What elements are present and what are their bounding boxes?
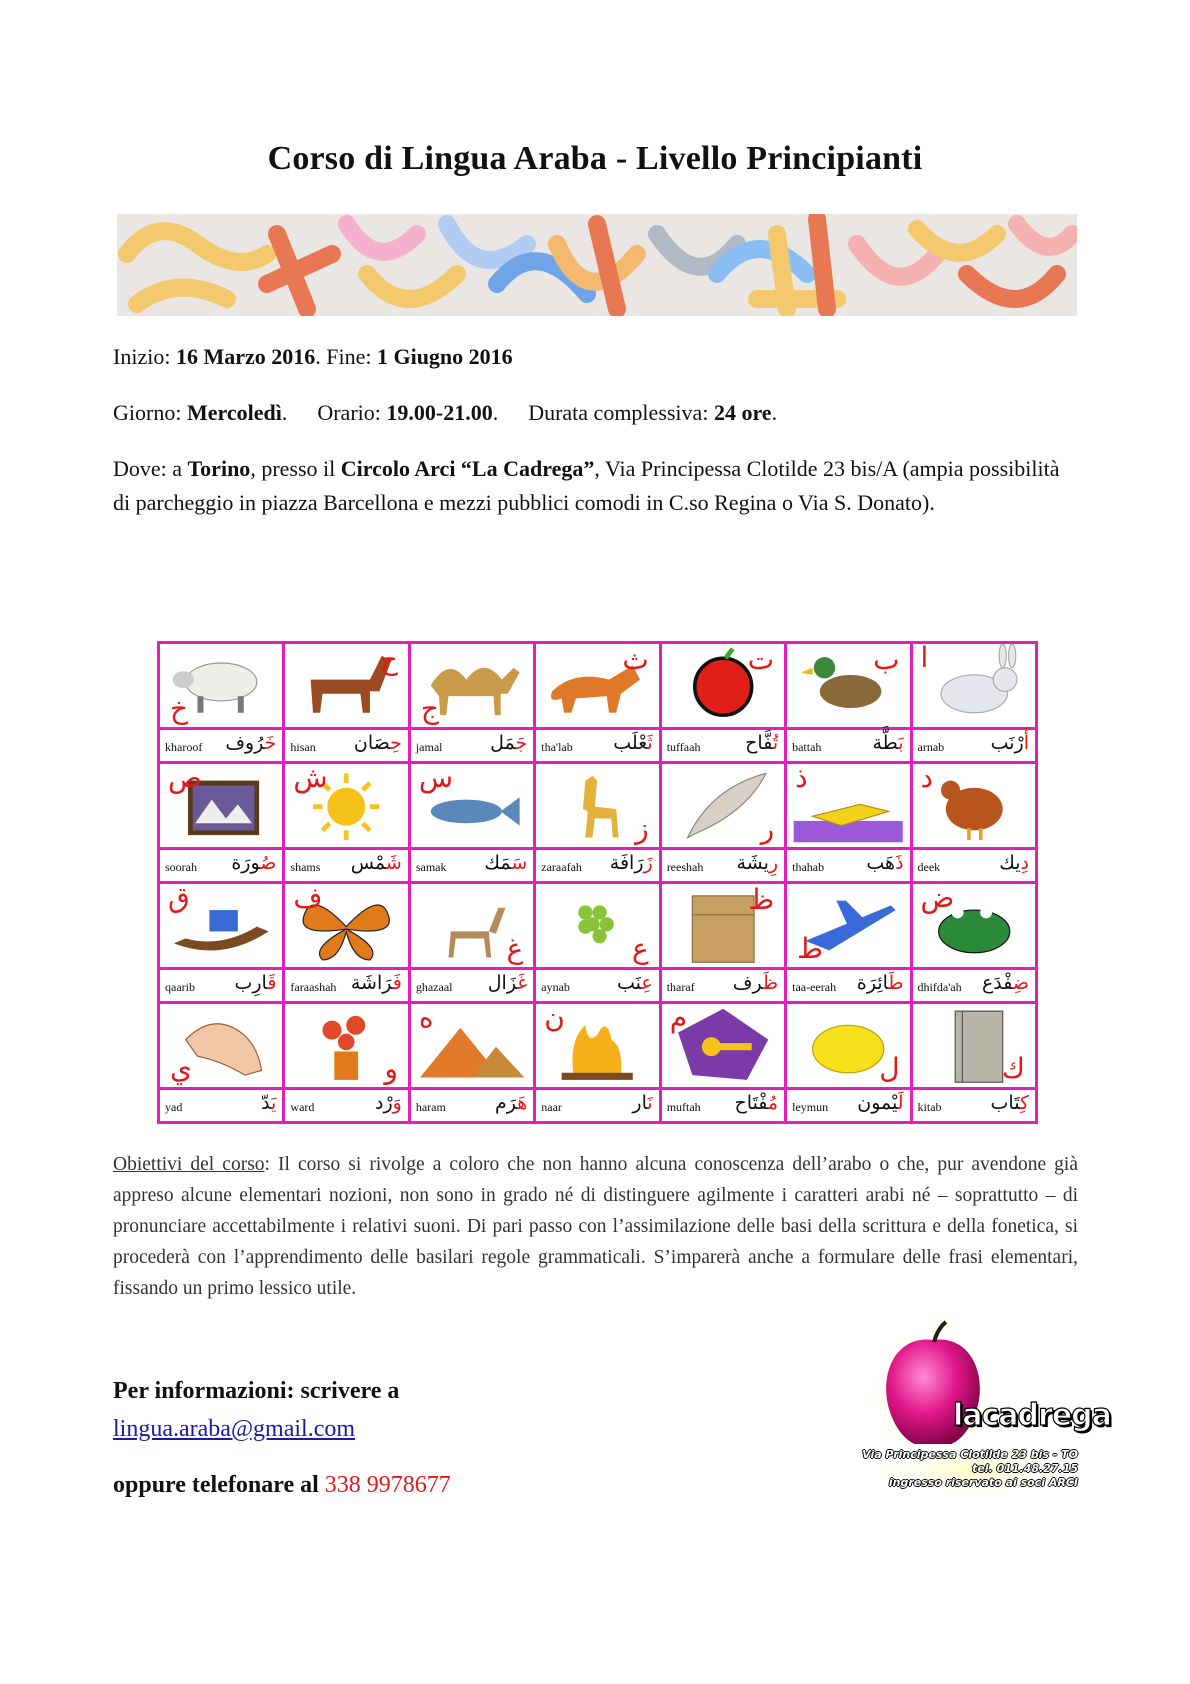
arabic-letter: ل — [879, 1052, 900, 1085]
arabic-word-rest: دّ — [261, 1092, 272, 1114]
arabic-word-initial: ضِ — [1012, 972, 1029, 994]
alphabet-word-cell — [786, 849, 911, 883]
arabic-word-initial: يَ — [271, 1092, 277, 1114]
arabic-word-rest: رف — [732, 972, 763, 994]
alphabet-picture-cell — [535, 883, 660, 969]
arabic-letter: ذ — [795, 761, 808, 794]
transliteration: thahab — [792, 860, 825, 874]
alphabet-word-cell — [284, 849, 409, 883]
arabic-word — [617, 972, 653, 994]
alphabet-picture-cell — [911, 1003, 1036, 1089]
transliteration: muftah — [666, 1100, 701, 1114]
transliteration: leymun — [792, 1100, 829, 1114]
arabic-word-initial: هَ — [517, 1092, 528, 1114]
course-objectives — [113, 1149, 1078, 1304]
alphabet-picture-cell — [786, 1003, 911, 1089]
alphabet-picture-cell — [535, 763, 660, 849]
alphabet-picture-cell — [660, 643, 785, 729]
transliteration: kharoof — [165, 740, 203, 754]
page-title: Corso di Lingua Araba - Livello Principianti — [267, 140, 923, 177]
transliteration: ghazaal — [415, 980, 453, 994]
where-city: Torino — [187, 456, 251, 481]
alphabet-word-cell — [535, 969, 660, 1003]
arabic-word-rest: فْدَع — [981, 972, 1013, 994]
course-location — [113, 452, 1073, 520]
alphabet-word-cell — [786, 1089, 911, 1123]
arabic-word — [261, 1092, 276, 1114]
arabic-word — [999, 852, 1029, 874]
alphabet-picture-cell — [911, 883, 1036, 969]
arabic-letter: ا — [920, 641, 929, 674]
arabic-word-rest: زَال — [487, 972, 518, 994]
arabic-word-initial: ثَ — [647, 732, 653, 754]
alphabet-word-cell — [409, 1089, 534, 1123]
arabic-word-initial: مُ — [767, 1092, 779, 1114]
arabic-word — [234, 972, 276, 994]
alphabet-picture-cell — [535, 643, 660, 729]
arabic-word-initial: وَ — [392, 1092, 402, 1114]
alphabet-picture-cell — [911, 763, 1036, 849]
arabic-word-rest: يك — [999, 852, 1021, 874]
arabic-letter: ت — [747, 643, 775, 676]
transliteration: tuffaah — [666, 740, 701, 754]
transliteration: taa-eerah — [792, 980, 837, 994]
course-dates — [113, 340, 513, 374]
arabic-word-initial: فَ — [392, 972, 402, 994]
course-schedule — [113, 396, 1093, 430]
arabic-letter: ز — [635, 812, 649, 845]
transliteration: zaraafah — [541, 860, 582, 874]
arabic-word — [735, 1092, 779, 1114]
arabic-word-rest: يْمون — [857, 1092, 898, 1114]
arabic-letter: م — [669, 1001, 688, 1034]
arabic-word — [490, 732, 527, 754]
arabic-word-rest: رَم — [494, 1092, 518, 1114]
transliteration: deek — [917, 860, 941, 874]
arabic-word — [495, 1092, 527, 1114]
arabic-word-rest: رَافَة — [609, 852, 644, 874]
arabic-word-initial: طَ — [888, 972, 904, 994]
arabic-word — [866, 852, 903, 874]
transliteration: faraashah — [290, 980, 337, 994]
alphabet-word-cell — [535, 1089, 660, 1123]
alphabet-picture-cell — [409, 883, 534, 969]
alphabet-picture-cell — [159, 763, 284, 849]
arabic-alphabet-chart — [157, 641, 1038, 1119]
arabic-word — [632, 1092, 652, 1114]
arabic-letter: د — [920, 761, 933, 794]
alphabet-word-cell — [911, 729, 1036, 763]
alphabet-word-cell — [159, 969, 284, 1003]
arabic-word — [991, 732, 1029, 754]
arabic-word — [484, 852, 527, 874]
arabic-word-initial: دِ — [1020, 852, 1029, 874]
arabic-letter: ي — [170, 1052, 192, 1085]
logo-tel: tel. 011.48.27.15 — [972, 1462, 1078, 1475]
arabic-word-initial: سَ — [511, 852, 528, 874]
alphabet-word-cell — [159, 1089, 284, 1123]
arabic-word — [225, 732, 276, 754]
alphabet-word-cell — [660, 1089, 785, 1123]
arabic-word — [745, 732, 778, 754]
transliteration: shams — [290, 860, 321, 874]
arabic-letter: س — [418, 761, 454, 794]
alphabet-picture-cell — [786, 763, 911, 849]
logo-name: lacadrega — [953, 1398, 1111, 1433]
alphabet-word-cell — [284, 969, 409, 1003]
arabic-word-initial: ظَ — [762, 972, 779, 994]
arabic-letters-banner-icon — [117, 214, 1077, 316]
arabic-word — [610, 852, 653, 874]
arabic-word-initial: تُ — [772, 732, 779, 754]
alphabet-picture-cell — [284, 883, 409, 969]
transliteration: tharaf — [666, 980, 695, 994]
duration-value: 24 ore — [713, 400, 772, 425]
arabic-word-rest: ارِب — [234, 972, 268, 994]
alphabet-word-cell — [159, 849, 284, 883]
arabic-word-rest: رْنَب — [990, 732, 1024, 754]
logo-address: Via Principessa Clotilde 23 bis - TO — [862, 1448, 1078, 1461]
start-date: 16 Marzo 2016 — [175, 344, 316, 369]
la-cadrega-logo — [862, 1320, 1111, 1510]
arabic-word — [351, 852, 402, 874]
arabic-word — [231, 852, 276, 874]
arabic-word-initial: كِ — [1019, 1092, 1029, 1114]
alphabet-picture-cell — [159, 1003, 284, 1089]
alphabet-picture-cell — [786, 883, 911, 969]
alphabet-word-cell — [786, 969, 911, 1003]
arabic-word-initial: حِ — [390, 732, 402, 754]
phone-label: oppure telefonare al — [113, 1472, 325, 1498]
alphabet-picture-cell — [786, 643, 911, 729]
alphabet-word-cell — [660, 849, 785, 883]
alphabet-word-cell — [284, 729, 409, 763]
alphabet-picture-cell — [159, 643, 284, 729]
arabic-word-rest: تَاب — [990, 1092, 1020, 1114]
alphabet-picture-cell — [284, 763, 409, 849]
where-rest: , Via Principessa Clotilde 23 bis/A (ampia possibilità di parcheggio in piazza Barcellona e mezzi pubblici comodi in C.so Regina o Via S. Donato). — [113, 456, 1060, 515]
arabic-word — [613, 732, 652, 754]
where-venue: Circolo Arci “La Cadrega” — [340, 456, 595, 481]
arabic-word-initial: بَ — [898, 732, 904, 754]
transliteration: yad — [165, 1100, 183, 1114]
arabic-word-rest: رُوف — [225, 732, 265, 754]
day-value: Mercoledì — [186, 400, 282, 425]
contact-phone — [113, 1472, 451, 1499]
arabic-word-rest: مَل — [490, 732, 516, 754]
arabic-word-rest: ائِرَة — [856, 972, 889, 994]
alphabet-picture-cell — [660, 763, 785, 849]
alphabet-picture-cell — [159, 883, 284, 969]
where-pre-venue: , presso il — [250, 456, 341, 481]
alphabet-word-cell — [911, 849, 1036, 883]
transliteration: haram — [415, 1100, 446, 1114]
objectives-text: : Il corso si rivolge a coloro che non hanno alcuna conoscenza dell’arabo o che, pur avendone già appreso alcune elementari nozioni, non sono in grado né di distinguere agilmente i caratteri arabi né – soprattutto – di pronunciare accettabilmente i relativi suoni. Di pari passo con l’assimilazione delle basi della scrittura e della fonetica, si procederà con l’apprendimento delle basilari regole grammaticali. S’imparerà anche a formulare delle frasi elementari, fissando un primo lessico utile. — [113, 1154, 1078, 1299]
transliteration: dhifda'ah — [917, 980, 962, 994]
arabic-letter: ك — [1001, 1052, 1025, 1085]
arabic-letter: ث — [622, 643, 649, 676]
arabic-word — [375, 1092, 402, 1114]
contact-email-link[interactable]: lingua.araba@gmail.com — [113, 1416, 356, 1442]
arabic-letter: غ — [506, 932, 524, 965]
time-end: . — [492, 400, 499, 425]
arabic-word-rest: ورَة — [231, 852, 261, 874]
alphabet-word-cell — [409, 729, 534, 763]
arabic-word-rest: رَاشَة — [350, 972, 393, 994]
arabic-word-initial: لَ — [897, 1092, 904, 1114]
alphabet-picture-cell — [284, 643, 409, 729]
arabic-letter: ط — [797, 932, 824, 965]
alphabet-picture-cell — [911, 643, 1036, 729]
arabic-letter: ق — [168, 881, 190, 914]
alphabet-grid — [157, 641, 1038, 1124]
arabic-word-initial: نَ — [647, 1092, 653, 1114]
alphabet-picture-cell — [660, 1003, 785, 1089]
day-end: . — [281, 400, 288, 425]
alphabet-picture-cell — [409, 1003, 534, 1089]
transliteration: soorah — [165, 860, 197, 874]
duration-label: Durata complessiva: — [528, 400, 714, 425]
arabic-word-initial: عِ — [641, 972, 653, 994]
alphabet-word-cell — [535, 849, 660, 883]
arabic-word — [733, 972, 778, 994]
arabic-letter: خ — [170, 692, 189, 725]
arabic-word-initial: شَ — [385, 852, 402, 874]
transliteration: battah — [792, 740, 822, 754]
end-date: 1 Giugno 2016 — [376, 344, 513, 369]
arabic-word-rest: عْلَب — [613, 732, 648, 754]
transliteration: reeshah — [666, 860, 704, 874]
arabic-word — [991, 1092, 1029, 1114]
arabic-word-rest: هَب — [866, 852, 896, 874]
arabic-word — [488, 972, 528, 994]
arabic-letter: ب — [873, 643, 900, 676]
objectives-label: Obiettivi del corso — [113, 1154, 265, 1175]
arabic-letter: ج — [420, 692, 439, 725]
arabic-word — [736, 852, 778, 874]
arabic-word-rest: فْتَاح — [734, 1092, 768, 1114]
alphabet-word-cell — [159, 729, 284, 763]
arabic-word — [982, 972, 1029, 994]
alphabet-word-cell — [911, 1089, 1036, 1123]
logo-note: ingresso riservato ai soci ARCI — [888, 1476, 1078, 1489]
phone-number[interactable]: 338 9978677 — [324, 1472, 451, 1498]
transliteration: naar — [541, 1100, 562, 1114]
arabic-word-rest: طَّة — [872, 732, 899, 754]
arabic-letter: ص — [168, 761, 202, 794]
arabic-word-initial: أَ — [1023, 732, 1029, 754]
arabic-letter: ض — [920, 881, 955, 914]
arabic-word-initial: صُ — [260, 852, 277, 874]
where-label: Dove: a — [113, 456, 188, 481]
transliteration: arnab — [917, 740, 945, 754]
arabic-word-initial: غَ — [517, 972, 528, 994]
end-label: . Fine: — [315, 344, 377, 369]
start-label: Inizio: — [113, 344, 176, 369]
alphabet-picture-cell — [284, 1003, 409, 1089]
arabic-word — [872, 732, 903, 754]
transliteration: qaarib — [165, 980, 195, 994]
arabic-word — [354, 732, 402, 754]
alphabet-word-cell — [409, 969, 534, 1003]
arabic-letter: ح — [379, 643, 398, 676]
day-label: Giorno: — [113, 400, 187, 425]
arabic-letter: ظ — [748, 883, 775, 916]
arabic-word-initial: جَ — [515, 732, 528, 754]
arabic-word-rest: ار — [632, 1092, 648, 1114]
arabic-letter: ش — [293, 761, 328, 794]
alphabet-word-cell — [911, 969, 1036, 1003]
arabic-word — [351, 972, 402, 994]
arabic-word-rest: مَك — [484, 852, 512, 874]
arabic-word-rest: يشَة — [736, 852, 769, 874]
arabic-word-rest: فَّاح — [745, 732, 773, 754]
arabic-word-rest: رْد — [375, 1092, 393, 1114]
arabic-letter: ر — [760, 812, 775, 845]
transliteration: hisan — [290, 740, 316, 754]
transliteration: kitab — [917, 1100, 942, 1114]
transliteration: aynab — [541, 980, 570, 994]
arabic-word-rest: مْس — [350, 852, 386, 874]
contact-heading: Per informazioni: scrivere a — [113, 1378, 400, 1404]
arabic-word-initial: ذَ — [895, 852, 904, 874]
alphabet-word-cell — [535, 729, 660, 763]
alphabet-word-cell — [409, 849, 534, 883]
transliteration: ward — [290, 1100, 315, 1114]
alphabet-picture-cell — [535, 1003, 660, 1089]
arabic-letter: ه — [418, 1001, 434, 1034]
alphabet-picture-cell — [660, 883, 785, 969]
alphabet-picture-cell — [409, 643, 534, 729]
arabic-word-initial: رِ — [768, 852, 779, 874]
arabic-word-rest: صَان — [353, 732, 391, 754]
arabic-word-initial: خَ — [264, 732, 277, 754]
alphabet-picture-cell — [409, 763, 534, 849]
alphabet-word-cell — [660, 969, 785, 1003]
arabic-word — [857, 972, 904, 994]
alphabet-word-cell — [660, 729, 785, 763]
arabic-word-rest: نَب — [616, 972, 642, 994]
transliteration: tha'lab — [541, 740, 573, 754]
arabic-letter: ن — [544, 1001, 565, 1034]
transliteration: samak — [415, 860, 447, 874]
arabic-letter: ع — [631, 932, 649, 965]
time-label: Orario: — [317, 400, 387, 425]
time-value: 19.00-21.00 — [386, 400, 493, 425]
arabic-word — [857, 1092, 903, 1114]
rabbit-icon — [913, 641, 1035, 727]
alphabet-word-cell — [786, 729, 911, 763]
arabic-letter: و — [384, 1052, 398, 1085]
duration-end: . — [771, 400, 778, 425]
arabic-letter: ف — [293, 881, 323, 914]
alphabet-word-cell — [284, 1089, 409, 1123]
transliteration: jamal — [415, 740, 443, 754]
arabic-word-initial: زَ — [643, 852, 653, 874]
arabic-word-initial: قَ — [267, 972, 277, 994]
